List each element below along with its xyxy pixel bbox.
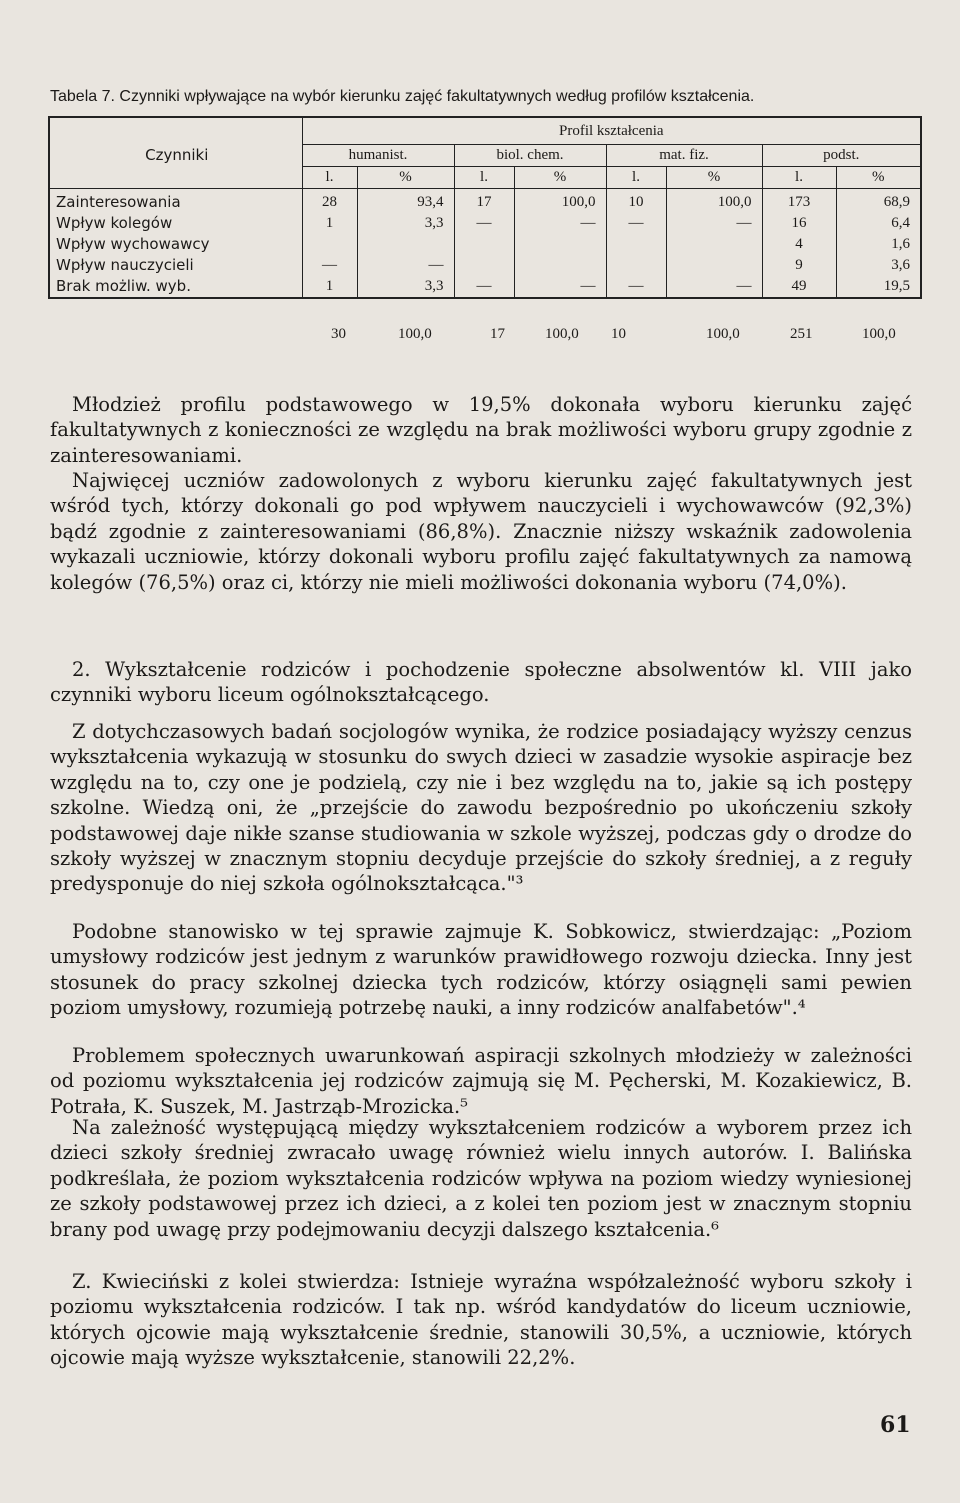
table-row — [49, 189, 921, 214]
table-cell — [454, 234, 514, 255]
table-cell — [606, 234, 666, 255]
totals-row — [48, 326, 920, 350]
row-label: Wpływ kolegów — [49, 213, 302, 234]
paragraph: Z. Kwieciński z kolei stwierdza: Istnieje wyraźna współzależność wyboru szkoły i poziomu wykształcenia rodziców. I tak np. wśród kandydatów do liceum uczniowie, których ojcowie mają wykształcenie średnie, stanowili 30,5%, a uczniowie, których ojcowie mają wyższe wykształcenie, stanowili 22,2%. — [50, 1270, 912, 1370]
paragraph: Młodzież profilu podstawowego w 19,5% dokonała wyboru kierunku zajęć fakultatywnych z konieczności ze względu na brak możliwości wyboru grupy zgodnie z zainteresowaniami. — [50, 393, 912, 467]
paragraph: Podobne stanowisko w tej sprawie zajmuje K. Sobkowicz, stwierdzając: „Poziom umysłowy rodziców jest jednym z warunków prawidłowego rozwoju dziecka. Inny jest stosunek do pracy szkolnej dziecka tych rodziców, którzy osiągnęli sami pewien poziom umysłowy, rozumieją potrzebę nauki, a inny rodziców analfabetów".⁴ — [50, 920, 912, 1020]
table-cell: — — [666, 276, 762, 298]
table-cell: 1 — [302, 276, 357, 298]
table-cell: — — [302, 255, 357, 276]
table-cell: 3,3 — [357, 276, 454, 298]
table-cell: 93,4 — [357, 189, 454, 214]
factors-table — [48, 116, 922, 299]
table-cell — [357, 234, 454, 255]
total-cell: 251 — [790, 326, 813, 342]
table-cell: 49 — [762, 276, 836, 298]
sub-header-count: l. — [762, 167, 836, 189]
table-cell — [606, 255, 666, 276]
paragraph: Na zależność występującą między wykształceniem rodziców a wyborem przez ich dzieci szkoły średniej zwracało uwagę również wielu innych autorów. I. Balińska podkreślała, że poziom wykształcenia rodziców wpływa na poziom wiedzy wyniesionej ze szkoły podstawowej przez ich dzieci, a z kolei ten poziom jest w znacznym stopniu brany pod uwagę przy podejmowaniu decyzji dalszego kształcenia.⁶ — [50, 1116, 912, 1241]
table-cell: 4 — [762, 234, 836, 255]
page-number: 61 — [880, 1412, 911, 1438]
profile-group-header: Profil kształcenia — [302, 117, 921, 145]
sub-header-percent: % — [357, 167, 454, 189]
table-cell: 1,6 — [836, 234, 921, 255]
table-cell: 9 — [762, 255, 836, 276]
section-heading: 2. Wykształcenie rodziców i pochodzenie społeczne absolwentów kl. VIII jako czynniki wyboru liceum ogólnokształcącego. — [50, 658, 912, 707]
sub-header-count: l. — [606, 167, 666, 189]
table-cell: 6,4 — [836, 213, 921, 234]
profile-header-humanist: humanist. — [302, 145, 454, 167]
table-row — [49, 234, 921, 255]
total-cell: 10 — [611, 326, 626, 342]
table-cell: 3,3 — [357, 213, 454, 234]
factors-header: Czynniki — [49, 145, 302, 167]
table-cell: — — [357, 255, 454, 276]
table-cell — [514, 234, 606, 255]
table-cell: — — [454, 213, 514, 234]
table-cell: 173 — [762, 189, 836, 214]
paragraph: Najwięcej uczniów zadowolonych z wyboru kierunku zajęć fakultatywnych jest wśród tych, którzy dokonali go pod wpływem nauczycieli i wychowawców (92,3%) bądź zgodnie z zainteresowaniami (86,8%). Znacznie niższy wskaźnik zadowolenia wykazali uczniowie, którzy dokonali wyboru profilu zajęć fakultatywnych za namową kolegów (76,5%) oraz ci, którzy nie mieli możliwości dokonania wyboru (74,0%). — [50, 469, 912, 594]
table-row — [49, 255, 921, 276]
total-cell: 100,0 — [545, 326, 579, 342]
row-label: Zainteresowania — [49, 189, 302, 214]
table-cell — [454, 255, 514, 276]
table-cell: 3,6 — [836, 255, 921, 276]
total-cell: 17 — [490, 326, 505, 342]
table-cell — [514, 255, 606, 276]
table-cell: 100,0 — [666, 189, 762, 214]
table-cell: 17 — [454, 189, 514, 214]
table-cell: 10 — [606, 189, 666, 214]
table-cell: 68,9 — [836, 189, 921, 214]
row-label: Brak możliw. wyb. — [49, 276, 302, 298]
table-cell: 28 — [302, 189, 357, 214]
table-cell — [666, 234, 762, 255]
table-cell: — — [666, 213, 762, 234]
table-cell: — — [514, 276, 606, 298]
table-cell: 1 — [302, 213, 357, 234]
row-label: Wpływ nauczycieli — [49, 255, 302, 276]
total-cell: 100,0 — [706, 326, 740, 342]
sub-header-percent: % — [514, 167, 606, 189]
total-cell: 100,0 — [398, 326, 432, 342]
table-cell: 16 — [762, 213, 836, 234]
header-spacer — [49, 167, 302, 189]
table-cell: — — [606, 276, 666, 298]
table-cell: — — [454, 276, 514, 298]
sub-header-count: l. — [302, 167, 357, 189]
table-row — [49, 213, 921, 234]
table-cell: 100,0 — [514, 189, 606, 214]
total-cell: 30 — [331, 326, 346, 342]
table-cell — [302, 234, 357, 255]
paragraph: Z dotychczasowych badań socjologów wynika, że rodzice posiadający wyższy cenzus wykształcenia wykazują w stosunku do swych dzieci w zasadzie wysokie aspiracje bez względu na to, czy one je podzielą, czy nie i bez względu na to, jakie są ich postępy szkolne. Wiedzą oni, że „przejście do zawodu bezpośrednio po ukończeniu szkoły podstawowej daje nikłe szanse studiowania w szkole wyższej, podczas gdy o drodze do szkoły wyższej w znacznym stopniu decyduje przejście do szkoły średniej, a z reguły predysponuje do niej szkoła ogólnokształcąca."³ — [50, 720, 912, 896]
sub-header-percent: % — [666, 167, 762, 189]
profile-header-matfiz: mat. fiz. — [606, 145, 762, 167]
table-row — [49, 276, 921, 298]
table-cell — [666, 255, 762, 276]
profile-header-biolchem: biol. chem. — [454, 145, 606, 167]
total-cell: 100,0 — [862, 326, 896, 342]
table-cell: 19,5 — [836, 276, 921, 298]
header-corner — [49, 117, 302, 145]
sub-header-count: l. — [454, 167, 514, 189]
profile-header-podst: podst. — [762, 145, 921, 167]
sub-header-percent: % — [836, 167, 921, 189]
table-cell: — — [514, 213, 606, 234]
row-label: Wpływ wychowawcy — [49, 234, 302, 255]
paragraph: Problemem społecznych uwarunkowań aspiracji szkolnych młodzieży w zależności od poziomu wykształcenia jej rodziców zajmują się M. Pęcherski, M. Kozakiewicz, B. Potrała, K. Suszek, M. Jastrząb-Mrozicka.⁵ — [50, 1044, 912, 1118]
table-cell: — — [606, 213, 666, 234]
table-caption: Tabela 7. Czynniki wpływające na wybór kierunku zajęć fakultatywnych według profilów kształcenia. — [50, 88, 755, 105]
